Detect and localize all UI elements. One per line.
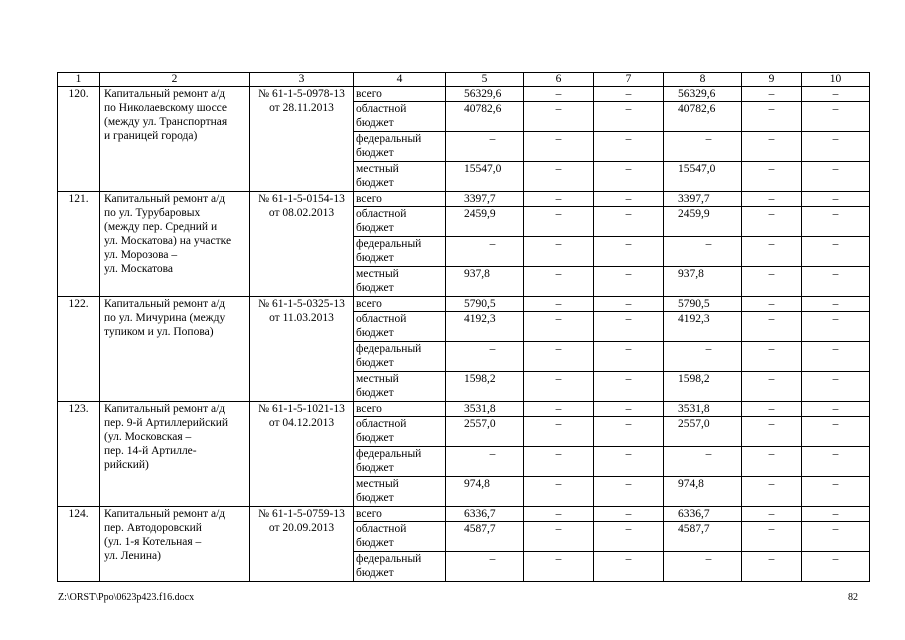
value-col-5: – xyxy=(446,552,524,582)
funding-source: федеральный бюджет xyxy=(354,447,446,477)
project-document xyxy=(250,87,354,192)
row-number: 124. xyxy=(58,507,100,582)
value-col-5: 4587,7 xyxy=(446,522,524,552)
column-number: 7 xyxy=(594,73,664,87)
value-col-9: – xyxy=(742,102,802,132)
funding-source: областной бюджет xyxy=(354,102,446,132)
value-col-6: – xyxy=(524,237,594,267)
value-col-5: 5790,5 xyxy=(446,297,524,312)
value-col-8: – xyxy=(664,447,742,477)
value-col-6: – xyxy=(524,402,594,417)
value-col-5: 4192,3 xyxy=(446,312,524,342)
value-col-7: – xyxy=(594,402,664,417)
value-col-7: – xyxy=(594,312,664,342)
table-body xyxy=(58,73,870,582)
value-col-7: – xyxy=(594,372,664,402)
funding-source: федеральный бюджет xyxy=(354,132,446,162)
column-number: 9 xyxy=(742,73,802,87)
value-col-8: 4587,7 xyxy=(664,522,742,552)
value-col-6: – xyxy=(524,132,594,162)
funding-source: областной бюджет xyxy=(354,207,446,237)
table-row xyxy=(58,402,870,417)
value-col-7: – xyxy=(594,297,664,312)
value-col-5: 15547,0 xyxy=(446,162,524,192)
value-col-6: – xyxy=(524,297,594,312)
value-col-6: – xyxy=(524,87,594,102)
funding-source: федеральный бюджет xyxy=(354,552,446,582)
value-col-5: 1598,2 xyxy=(446,372,524,402)
funding-source: федеральный бюджет xyxy=(354,342,446,372)
value-col-7: – xyxy=(594,342,664,372)
document-number: № 61-1-5-0325-13 xyxy=(258,298,345,310)
funding-source: всего xyxy=(354,507,446,522)
value-col-8: 6336,7 xyxy=(664,507,742,522)
value-col-10: – xyxy=(802,402,870,417)
column-number-row xyxy=(58,73,870,87)
funding-source: всего xyxy=(354,87,446,102)
page-number: 82 xyxy=(848,592,858,603)
value-col-9: – xyxy=(742,162,802,192)
row-number: 122. xyxy=(58,297,100,402)
value-col-10: – xyxy=(802,237,870,267)
value-col-6: – xyxy=(524,417,594,447)
value-col-7: – xyxy=(594,132,664,162)
document-number: № 61-1-5-0759-13 xyxy=(258,508,345,520)
value-col-6: – xyxy=(524,522,594,552)
row-number: 123. xyxy=(58,402,100,507)
column-number: 10 xyxy=(802,73,870,87)
column-number: 8 xyxy=(664,73,742,87)
funding-source: всего xyxy=(354,192,446,207)
document-number: № 61-1-5-0154-13 xyxy=(258,193,345,205)
value-col-10: – xyxy=(802,132,870,162)
document-number: № 61-1-5-0978-13 xyxy=(258,88,345,100)
value-col-9: – xyxy=(742,372,802,402)
value-col-6: – xyxy=(524,477,594,507)
value-col-6: – xyxy=(524,267,594,297)
value-col-9: – xyxy=(742,207,802,237)
value-col-8: – xyxy=(664,237,742,267)
column-number: 6 xyxy=(524,73,594,87)
value-col-9: – xyxy=(742,237,802,267)
value-col-9: – xyxy=(742,402,802,417)
value-col-7: – xyxy=(594,507,664,522)
value-col-9: – xyxy=(742,132,802,162)
document-date: от 11.03.2013 xyxy=(269,312,334,324)
funding-source: федеральный бюджет xyxy=(354,237,446,267)
funding-source: местный бюджет xyxy=(354,477,446,507)
value-col-6: – xyxy=(524,507,594,522)
value-col-9: – xyxy=(742,522,802,552)
object-name: Капитальный ремонт а/д пер. Автодоровский (ул. 1-я Котельная – ул. Ленина) xyxy=(100,507,250,582)
funding-source: областной бюджет xyxy=(354,312,446,342)
value-col-7: – xyxy=(594,522,664,552)
value-col-8: 40782,6 xyxy=(664,102,742,132)
value-col-8: – xyxy=(664,552,742,582)
value-col-5: 6336,7 xyxy=(446,507,524,522)
value-col-9: – xyxy=(742,342,802,372)
value-col-9: – xyxy=(742,447,802,477)
value-col-7: – xyxy=(594,447,664,477)
object-name: Капитальный ремонт а/д по ул. Мичурина (между тупиком и ул. Попова) xyxy=(100,297,250,402)
value-col-10: – xyxy=(802,267,870,297)
funding-source: всего xyxy=(354,402,446,417)
value-col-10: – xyxy=(802,297,870,312)
funding-source: местный бюджет xyxy=(354,372,446,402)
value-col-8: 3531,8 xyxy=(664,402,742,417)
value-col-10: – xyxy=(802,342,870,372)
value-col-10: – xyxy=(802,552,870,582)
value-col-5: 56329,6 xyxy=(446,87,524,102)
project-document xyxy=(250,192,354,297)
document-date: от 20.09.2013 xyxy=(268,522,335,534)
value-col-7: – xyxy=(594,162,664,192)
value-col-8: 3397,7 xyxy=(664,192,742,207)
funding-source: местный бюджет xyxy=(354,267,446,297)
funding-source: всего xyxy=(354,297,446,312)
value-col-6: – xyxy=(524,162,594,192)
value-col-9: – xyxy=(742,552,802,582)
value-col-7: – xyxy=(594,267,664,297)
value-col-10: – xyxy=(802,477,870,507)
object-name: Капитальный ремонт а/д по Николаевскому шоссе (между ул. Транспортная и границей города) xyxy=(100,87,250,192)
value-col-5: – xyxy=(446,237,524,267)
funding-source: местный бюджет xyxy=(354,162,446,192)
column-number: 2 xyxy=(100,73,250,87)
table-row xyxy=(58,507,870,522)
value-col-8: 5790,5 xyxy=(664,297,742,312)
value-col-7: – xyxy=(594,552,664,582)
value-col-8: – xyxy=(664,132,742,162)
value-col-10: – xyxy=(802,312,870,342)
value-col-5: – xyxy=(446,342,524,372)
funding-source: областной бюджет xyxy=(354,522,446,552)
value-col-6: – xyxy=(524,372,594,402)
value-col-6: – xyxy=(524,342,594,372)
value-col-7: – xyxy=(594,192,664,207)
value-col-8: 974,8 xyxy=(664,477,742,507)
value-col-8: 1598,2 xyxy=(664,372,742,402)
document-date: от 28.11.2013 xyxy=(269,102,334,114)
value-col-5: – xyxy=(446,447,524,477)
value-col-9: – xyxy=(742,477,802,507)
value-col-8: 56329,6 xyxy=(664,87,742,102)
value-col-9: – xyxy=(742,507,802,522)
value-col-10: – xyxy=(802,522,870,552)
value-col-10: – xyxy=(802,207,870,237)
value-col-9: – xyxy=(742,417,802,447)
value-col-7: – xyxy=(594,87,664,102)
table-row xyxy=(58,297,870,312)
value-col-5: 3397,7 xyxy=(446,192,524,207)
value-col-5: 2557,0 xyxy=(446,417,524,447)
value-col-7: – xyxy=(594,417,664,447)
value-col-8: – xyxy=(664,342,742,372)
value-col-5: – xyxy=(446,132,524,162)
object-name: Капитальный ремонт а/д пер. 9-й Артиллерийский (ул. Московская – пер. 14-й Артилле- рийский) xyxy=(100,402,250,507)
value-col-9: – xyxy=(742,87,802,102)
value-col-6: – xyxy=(524,552,594,582)
document-date: от 04.12.2013 xyxy=(268,417,335,429)
column-number: 3 xyxy=(250,73,354,87)
value-col-5: 2459,9 xyxy=(446,207,524,237)
value-col-7: – xyxy=(594,207,664,237)
value-col-5: 40782,6 xyxy=(446,102,524,132)
table-row xyxy=(58,87,870,102)
value-col-6: – xyxy=(524,102,594,132)
object-name: Капитальный ремонт а/д по ул. Турубаровых (между пер. Средний и ул. Москатова) на участке ул. Морозова – ул. Москатова xyxy=(100,192,250,297)
value-col-10: – xyxy=(802,162,870,192)
value-col-10: – xyxy=(802,417,870,447)
value-col-10: – xyxy=(802,447,870,477)
value-col-8: 937,8 xyxy=(664,267,742,297)
value-col-10: – xyxy=(802,192,870,207)
funding-source: областной бюджет xyxy=(354,417,446,447)
column-number: 4 xyxy=(354,73,446,87)
value-col-8: 15547,0 xyxy=(664,162,742,192)
project-document xyxy=(250,507,354,582)
value-col-6: – xyxy=(524,312,594,342)
value-col-7: – xyxy=(594,102,664,132)
table-row xyxy=(58,192,870,207)
document-number: № 61-1-5-1021-13 xyxy=(258,403,345,415)
value-col-8: 2459,9 xyxy=(664,207,742,237)
value-col-5: 974,8 xyxy=(446,477,524,507)
value-col-7: – xyxy=(594,477,664,507)
budget-table xyxy=(57,72,870,582)
value-col-10: – xyxy=(802,102,870,132)
row-number: 121. xyxy=(58,192,100,297)
value-col-7: – xyxy=(594,237,664,267)
column-number: 1 xyxy=(58,73,100,87)
document-date: от 08.02.2013 xyxy=(268,207,335,219)
value-col-10: – xyxy=(802,372,870,402)
value-col-5: 3531,8 xyxy=(446,402,524,417)
value-col-10: – xyxy=(802,507,870,522)
value-col-8: 4192,3 xyxy=(664,312,742,342)
value-col-5: 937,8 xyxy=(446,267,524,297)
value-col-9: – xyxy=(742,192,802,207)
row-number: 120. xyxy=(58,87,100,192)
value-col-6: – xyxy=(524,192,594,207)
value-col-9: – xyxy=(742,267,802,297)
value-col-6: – xyxy=(524,207,594,237)
value-col-10: – xyxy=(802,87,870,102)
value-col-9: – xyxy=(742,312,802,342)
value-col-6: – xyxy=(524,447,594,477)
value-col-9: – xyxy=(742,297,802,312)
project-document xyxy=(250,402,354,507)
document-path: Z:\ORST\Ppo\0623p423.f16.docx xyxy=(58,592,195,603)
project-document xyxy=(250,297,354,402)
value-col-8: 2557,0 xyxy=(664,417,742,447)
column-number: 5 xyxy=(446,73,524,87)
